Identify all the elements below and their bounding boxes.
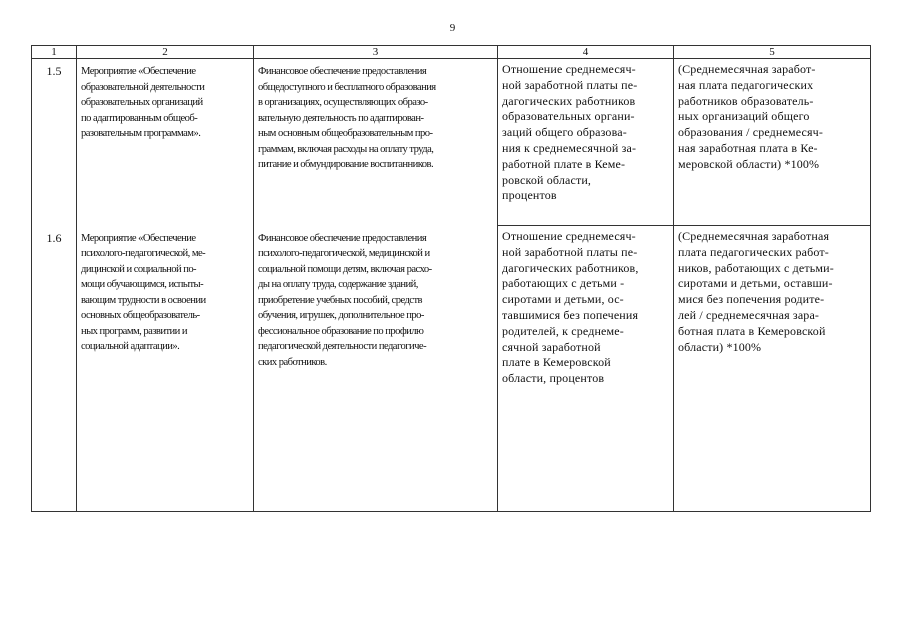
text-line: (Среднемесячная заработ- (678, 62, 816, 76)
row-number: 1.6 (32, 226, 77, 512)
text-line: Отношение среднемесяч- (502, 229, 636, 243)
text-line: лей / среднемесячная зара- (678, 307, 820, 322)
text-line: плате в Кемеровской (502, 355, 611, 370)
formula-cell (674, 59, 871, 226)
text-line: заций общего образова- (502, 125, 627, 140)
text-line: сячной заработной (502, 339, 601, 354)
event-cell (77, 59, 254, 226)
text-line: психолого-педагогической, медицинской и (258, 248, 430, 259)
text-line: обучения, игрушек, дополнительное про- (258, 310, 424, 321)
column-header: 5 (674, 46, 871, 59)
text-line: ботная плата в Кемеровской (678, 323, 826, 338)
text-line: ным основным общеобразовательным про- (258, 128, 433, 139)
indicator-cell (498, 59, 674, 226)
text-line: фессиональное образование по профилю (258, 325, 424, 337)
text-line: работной плате в Кеме- (502, 156, 626, 171)
text-line: (Среднемесячная заработная (678, 229, 830, 243)
description-cell (254, 59, 498, 226)
text-line: ровской области, (502, 172, 592, 187)
text-line: родителей, к среднеме- (502, 323, 624, 338)
table-header-row (32, 46, 871, 59)
text-line: процентов (502, 188, 557, 203)
column-header: 2 (77, 46, 254, 59)
text-line: работающих с детьми - (502, 276, 625, 291)
text-line: работников образователь- (678, 93, 814, 108)
text-line: ная заработная плата в Ке- (678, 140, 818, 155)
text-line: Финансовое обеспечение предоставления (258, 232, 427, 244)
text-line: области) *100% (678, 339, 762, 354)
text-line: психолого-педагогической, ме- (81, 248, 206, 259)
text-line: образования / среднемесяч- (678, 125, 823, 140)
text-line: основных общеобразователь- (81, 310, 200, 321)
event-cell (77, 226, 254, 512)
column-header: 1 (32, 46, 77, 59)
page-number: 9 (449, 22, 456, 34)
text-line: мися без попечения родите- (678, 292, 825, 307)
text-line: образовательных органи- (502, 109, 635, 124)
text-line: Финансовое обеспечение предоставления (258, 66, 427, 77)
text-line: вательную деятельность по адаптирован- (258, 112, 424, 124)
text-line: образовательной деятельности (81, 81, 205, 93)
text-line: ной заработной платы пе- (502, 244, 638, 259)
text-line: разовательным программам». (81, 128, 201, 139)
text-line: плата педагогических работ- (678, 244, 829, 259)
indicator-cell (498, 226, 674, 512)
text-line: области, процентов (502, 371, 605, 386)
text-line: социальной адаптации». (81, 341, 180, 352)
text-line: ния к среднемесячной за- (502, 140, 637, 155)
text-line: образовательных организаций (81, 97, 203, 108)
text-line: дагогических работников, (502, 260, 639, 275)
text-line: ских работников. (258, 356, 327, 368)
text-line: питание и обмундирование воспитанников. (258, 159, 434, 170)
text-line: Отношение среднемесяч- (502, 62, 636, 76)
text-line: ных организаций общего (678, 109, 810, 124)
text-line: Мероприятие «Обеспечение (81, 232, 196, 244)
text-line: приобретение учебных пособий, средств (258, 294, 422, 306)
text-line: мощи обучающимся, испыты- (81, 279, 204, 290)
text-line: ная плата педагогических (678, 77, 814, 92)
text-line: ных программ, развитии и (81, 325, 187, 337)
text-line: ды на оплату труда, содержание зданий, (258, 279, 418, 290)
text-line: ников, работающих с детьми- (678, 260, 834, 275)
table-row (32, 59, 871, 226)
text-line: тавшимися без попечения (502, 307, 639, 322)
program-table (31, 45, 871, 512)
column-header: 3 (254, 46, 498, 59)
text-line: меровской области) *100% (678, 156, 820, 171)
text-line: в организациях, осуществляющих образо- (258, 97, 428, 108)
description-cell (254, 226, 498, 512)
formula-cell (674, 226, 871, 512)
table-row (32, 226, 871, 512)
text-line: дицинской и социальной по- (81, 263, 197, 275)
text-line: педагогической деятельности педагогиче- (258, 341, 427, 352)
text-line: социальной помощи детям, включая расхо- (258, 263, 432, 275)
row-number: 1.5 (32, 59, 77, 226)
text-line: граммам, включая расходы на оплату труда, (258, 143, 434, 155)
text-line: Мероприятие «Обеспечение (81, 66, 196, 77)
column-header: 4 (498, 46, 674, 59)
text-line: дагогических работников (502, 93, 636, 108)
text-line: сиротами и детьми, оставши- (678, 276, 833, 291)
text-line: ной заработной платы пе- (502, 77, 638, 92)
text-line: вающим трудности в освоении (81, 294, 206, 306)
text-line: по адаптированным общеоб- (81, 112, 198, 124)
text-line: общедоступного и бесплатного образования (258, 81, 436, 93)
text-line: сиротами и детьми, ос- (502, 292, 624, 307)
